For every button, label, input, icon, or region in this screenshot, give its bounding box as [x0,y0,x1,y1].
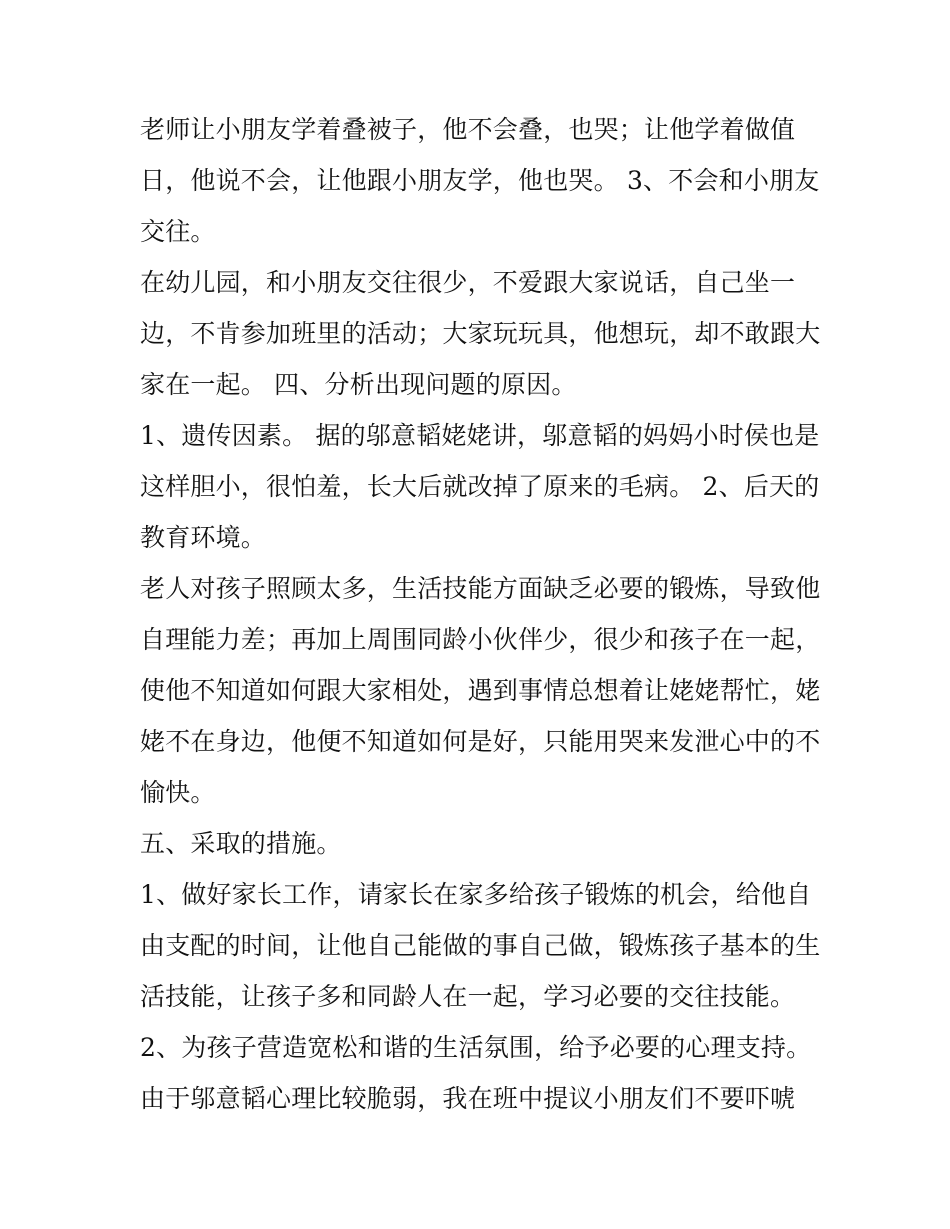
text-line: 边，不肯参加班里的活动；大家玩玩具，他想玩，却不敢跟大 [140,319,821,348]
text-line: 愉快。 [140,778,216,807]
section-heading-measures [140,818,820,869]
text-line: 五、采取的措施。 [140,829,342,858]
text-line: 姥不在身边，他便不知道如何是好，只能用哭来发泄心中的不 [140,727,821,756]
text-line: 教育环境。 [140,523,267,552]
text-line: 自理能力差；再加上周围同龄小伙伴少，很少和孩子在一起， [140,625,821,654]
text-line: 家在一起。 四、分析出现问题的原因。 [140,370,577,399]
document-body [140,104,820,1124]
text-line: 由支配的时间，让他自己能做的事自己做，锻炼孩子基本的生 [140,931,821,960]
text-line: 由于邬意韬心理比较脆弱，我在班中提议小朋友们不要吓唬 [140,1084,796,1113]
paragraph-8 [140,1073,820,1124]
paragraph-2 [140,257,820,410]
text-line: 日，他说不会，让他跟小朋友学，他也哭。 3、不会和小朋友 [140,166,820,195]
text-line: 使他不知道如何跟大家相处，遇到事情总想着让姥姥帮忙，姥 [140,676,821,705]
paragraph-4 [140,563,820,818]
text-line: 1、做好家长工作，请家长在家多给孩子锻炼的机会，给他自 [140,880,812,909]
paragraph-1 [140,104,820,257]
text-line: 老师让小朋友学着叠被子，他不会叠，也哭；让他学着做值 [140,115,796,144]
paragraph-7 [140,1022,820,1073]
text-line: 老人对孩子照顾太多，生活技能方面缺乏必要的锻炼，导致他 [140,574,821,603]
paragraph-3 [140,410,820,563]
text-line: 活技能，让孩子多和同龄人在一起，学习必要的交往技能。 [140,982,796,1011]
paragraph-6 [140,869,820,1022]
text-line: 在幼儿园，和小朋友交往很少，不爱跟大家说话，自己坐一 [140,268,796,297]
text-line: 2、为孩子营造宽松和谐的生活氛围，给予必要的心理支持。 [140,1033,812,1062]
text-line: 交往。 [140,217,216,246]
text-line: 这样胆小，很怕羞，长大后就改掉了原来的毛病。 2、后天的 [140,472,820,501]
text-line: 1、遗传因素。 据的邬意韬姥姥讲，邬意韬的妈妈小时侯也是 [140,421,820,450]
